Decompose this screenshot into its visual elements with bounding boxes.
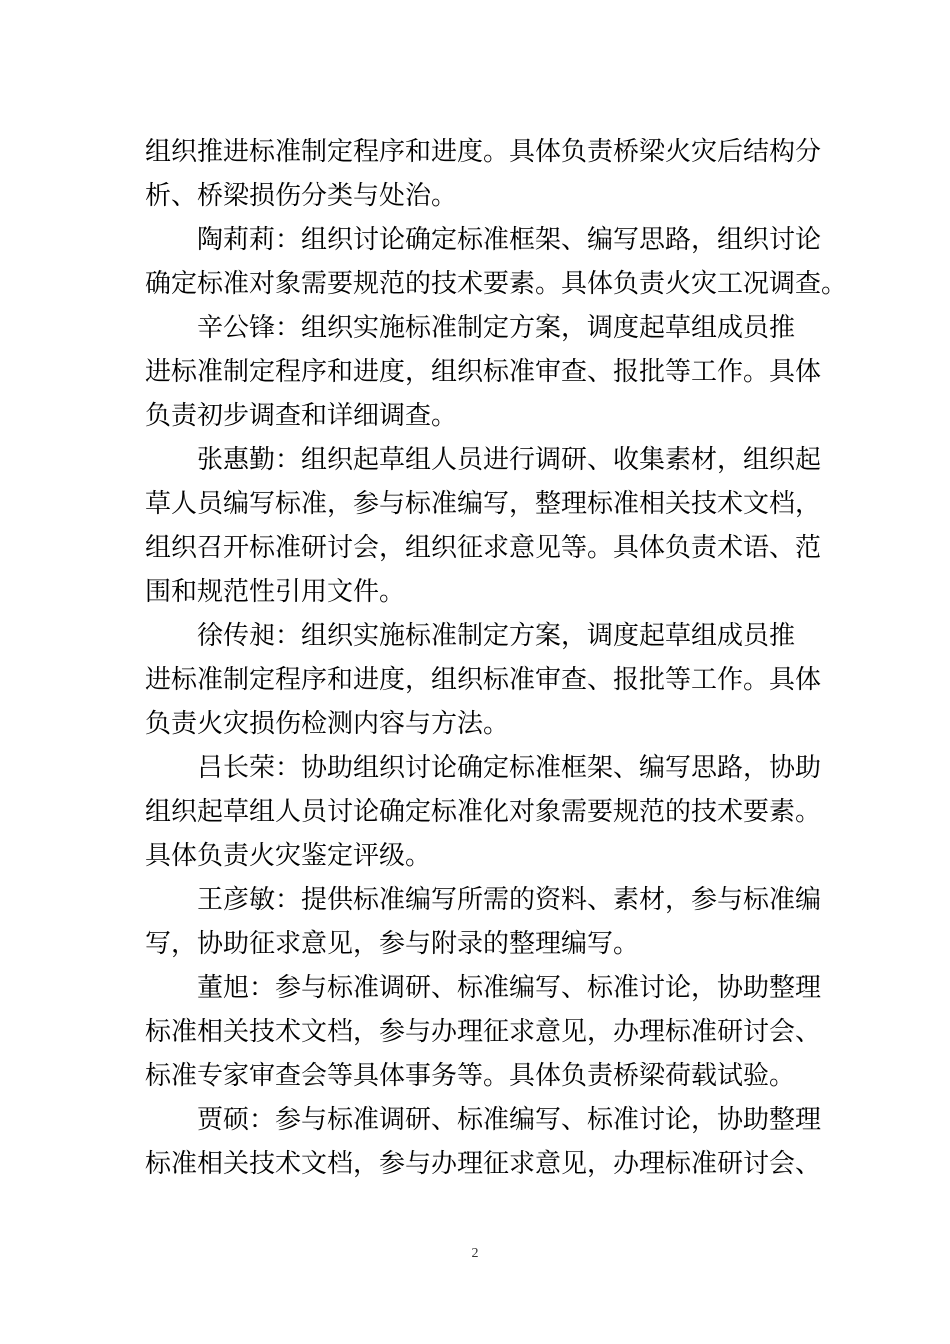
- text-line: 组织起草组人员讨论确定标准化对象需要规范的技术要素。: [145, 797, 822, 827]
- paragraph-jia-shuo: [145, 1098, 845, 1186]
- text-line: 徐传昶：组织实施标准制定方案，调度起草组成员推: [197, 621, 796, 651]
- text-line: 组织推进标准制定程序和进度。具体负责桥梁火灾后结构分: [145, 137, 822, 167]
- text-line: 贾硕：参与标准调研、标准编写、标准讨论，协助整理: [197, 1105, 822, 1135]
- paragraph-xin-gongfeng: [145, 306, 845, 438]
- text-line: 进标准制定程序和进度，组织标准审查、报批等工作。具体: [145, 665, 822, 695]
- text-line: 标准专家审查会等具体事务等。具体负责桥梁荷载试验。: [145, 1061, 796, 1091]
- document-body: [145, 130, 848, 1186]
- text-line: 草人员编写标准，参与标准编写，整理标准相关技术文档，: [145, 489, 822, 519]
- text-line: 标准相关技术文档，参与办理征求意见，办理标准研讨会、: [145, 1017, 822, 1047]
- text-line: 张惠勤：组织起草组人员进行调研、收集素材，组织起: [197, 445, 822, 475]
- paragraph-xu-chuanchang: [145, 614, 845, 746]
- text-line: 析、桥梁损伤分类与处治。: [145, 181, 458, 211]
- text-line: 陶莉莉：组织讨论确定标准框架、编写思路，组织讨论: [197, 225, 822, 255]
- paragraph-dong-xu: [145, 966, 845, 1098]
- text-line: 进标准制定程序和进度，组织标准审查、报批等工作。具体: [145, 357, 822, 387]
- text-line: 王彦敏：提供标准编写所需的资料、素材，参与标准编: [197, 885, 822, 915]
- text-line: 标准相关技术文档，参与办理征求意见，办理标准研讨会、: [145, 1149, 822, 1179]
- paragraph-tao-lili: [145, 218, 848, 306]
- text-line: 辛公锋：组织实施标准制定方案，调度起草组成员推: [197, 313, 796, 343]
- paragraph-lv-changrong: [145, 746, 845, 878]
- text-line: 负责火灾损伤检测内容与方法。: [145, 709, 510, 739]
- paragraph-zhang-huiqin: [145, 438, 845, 614]
- text-line: 写，协助征求意见，参与附录的整理编写。: [145, 929, 640, 959]
- text-line: 吕长荣：协助组织讨论确定标准框架、编写思路，协助: [197, 753, 822, 783]
- text-line: 董旭：参与标准调研、标准编写、标准讨论，协助整理: [197, 973, 822, 1003]
- paragraph-continuation: [145, 130, 845, 218]
- page-number: 2: [471, 1246, 479, 1261]
- paragraph-wang-yanmin: [145, 878, 845, 966]
- text-line: 具体负责火灾鉴定评级。: [145, 841, 432, 871]
- text-line: 负责初步调查和详细调查。: [145, 401, 458, 431]
- text-line: 围和规范性引用文件。: [145, 577, 406, 607]
- text-line: 组织召开标准研讨会，组织征求意见等。具体负责术语、范: [145, 533, 822, 563]
- text-line: 确定标准对象需要规范的技术要素。具体负责火灾工况调查。: [145, 269, 848, 299]
